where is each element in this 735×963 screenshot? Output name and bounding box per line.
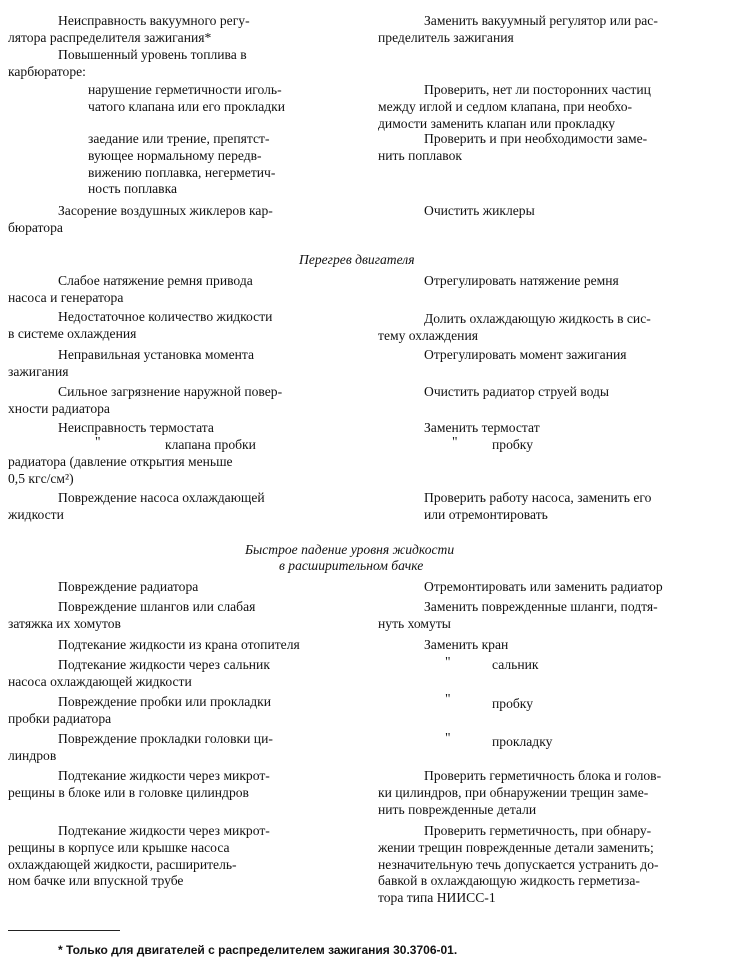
- footnote-rule: [8, 930, 120, 931]
- text-line: нить поплавок: [378, 147, 462, 163]
- text-line: Неправильная установка момента: [58, 347, 255, 362]
- text-line: Повреждение прокладки головки ци-: [58, 731, 273, 746]
- section-heading: в расширительном бачке: [279, 558, 424, 573]
- footnote: * Только для двигателей с распределителем зажигания 30.3706-01.: [58, 943, 458, 957]
- text-line: Заменить поврежденные шланги, подтя-: [424, 599, 658, 614]
- text-line: ном бачке или впускной трубе: [8, 873, 184, 889]
- text-line: Повреждение насоса охлаждающей: [58, 490, 265, 505]
- text-line: насоса охлаждающей жидкости: [8, 673, 192, 689]
- text-line: в системе охлаждения: [8, 325, 137, 341]
- text-line: между иглой и седлом клапана, при необхо-: [378, 98, 633, 114]
- text-line: пробку: [492, 437, 533, 452]
- text-line: заедание или трение, препятст-: [88, 131, 270, 146]
- text-line: Подтекание жидкости через микрот-: [58, 768, 270, 783]
- text-line: Заменить термостат: [424, 420, 540, 435]
- text-line: Очистить жиклеры: [424, 203, 535, 218]
- text-line: Засорение воздушных жиклеров кар-: [58, 203, 273, 218]
- text-line: Повреждение шлангов или слабая: [58, 599, 256, 614]
- text-line: Отрегулировать момент зажигания: [424, 347, 627, 362]
- text-line: Неисправность вакуумного регу-: [58, 13, 250, 28]
- text-line: Проверить работу насоса, заменить его: [424, 490, 652, 505]
- text-line: карбюраторе:: [8, 63, 86, 79]
- text-line: Неисправность термостата: [58, 420, 214, 435]
- text-line: Заменить кран: [424, 637, 509, 652]
- text-line: хности радиатора: [8, 400, 110, 416]
- text-line: рещины в корпусе или крышке насоса: [8, 839, 230, 855]
- text-line: Повреждение радиатора: [58, 579, 199, 594]
- text-line: насоса и генератора: [8, 289, 124, 305]
- text-line: Проверить и при необходимости заме-: [424, 131, 648, 146]
- text-line: вижению поплавка, негерметич-: [88, 164, 276, 180]
- text-line: или отремонтировать: [424, 506, 548, 522]
- section-heading: Перегрев двигателя: [299, 252, 415, 267]
- text-line: 0,5 кгс/см²): [8, 471, 74, 486]
- text-line: ": [445, 730, 451, 745]
- text-line: лятора распределителя зажигания*: [8, 29, 212, 45]
- text-line: пробки радиатора: [8, 710, 112, 726]
- text-line: нуть хомуты: [378, 615, 451, 631]
- text-line: ": [452, 434, 458, 449]
- text-line: ки цилиндров, при обнаружении трещин замe-: [378, 784, 649, 800]
- text-line: Сильное загрязнение наружной повер-: [58, 384, 283, 399]
- text-line: зажигания: [8, 363, 69, 379]
- text-line: пробку: [492, 696, 533, 711]
- text-line: нарушение герметичности иголь-: [88, 82, 282, 97]
- text-line: вующее нормальному передв-: [88, 147, 262, 163]
- text-line: охлаждающей жидкости, расширитель-: [8, 856, 237, 872]
- text-line: нить поврежденные детали: [378, 801, 537, 817]
- text-line: незначительную течь допускается устранить до-: [378, 856, 659, 872]
- text-line: бюратора: [8, 219, 63, 235]
- text-line: сальник: [492, 657, 539, 672]
- text-line: радиатора (давление открытия меньше: [8, 454, 233, 469]
- text-line: Отремонтировать или заменить радиатор: [424, 579, 663, 594]
- text-line: пределитель зажигания: [378, 29, 514, 45]
- text-line: Проверить, нет ли посторонних частиц: [424, 82, 651, 97]
- text-line: ": [95, 434, 101, 449]
- text-line: рещины в блоке или в головке цилиндров: [8, 784, 249, 800]
- text-line: Очистить радиатор струей воды: [424, 384, 610, 399]
- text-line: Проверить герметичность блока и голов-: [424, 768, 662, 783]
- text-line: линдров: [8, 747, 57, 763]
- text-line: Повышенный уровень топлива в: [58, 47, 247, 62]
- text-line: Заменить вакуумный регулятор или рас-: [424, 13, 658, 28]
- text-line: жидкости: [8, 506, 64, 522]
- text-line: тора типа НИИСС-1: [378, 890, 496, 906]
- text-line: Подтекание жидкости из крана отопителя: [58, 637, 300, 652]
- text-line: Подтекание жидкости через сальник: [58, 657, 270, 672]
- text-line: димости заменить клапан или прокладку: [378, 115, 616, 131]
- text-line: Подтекание жидкости через микрот-: [58, 823, 270, 838]
- text-line: Повреждение пробки или прокладки: [58, 694, 272, 709]
- text-line: Долить охлаждающую жидкость в сис-: [424, 311, 651, 326]
- text-line: ": [445, 691, 451, 706]
- text-line: Отрегулировать натяжение ремня: [424, 273, 619, 288]
- text-line: клапана пробки: [165, 437, 256, 452]
- text-line: Проверить герметичность, при обнару-: [424, 823, 652, 838]
- text-line: бавкой в охлаждающую жидкость герметиза-: [378, 873, 640, 889]
- text-line: чатого клапана или его прокладки: [88, 98, 286, 114]
- text-line: тему охлаждения: [378, 327, 478, 343]
- text-line: Слабое натяжение ремня привода: [58, 273, 253, 288]
- text-line: ность поплавка: [88, 181, 177, 197]
- text-line: затяжка их хомутов: [8, 615, 121, 631]
- text-line: ": [445, 654, 451, 669]
- text-line: жении трещин поврежденные детали заменить;: [378, 839, 654, 855]
- text-line: прокладку: [492, 734, 553, 749]
- text-line: Недостаточное количество жидкости: [58, 309, 273, 324]
- section-heading: Быстрое падение уровня жидкости: [245, 542, 455, 557]
